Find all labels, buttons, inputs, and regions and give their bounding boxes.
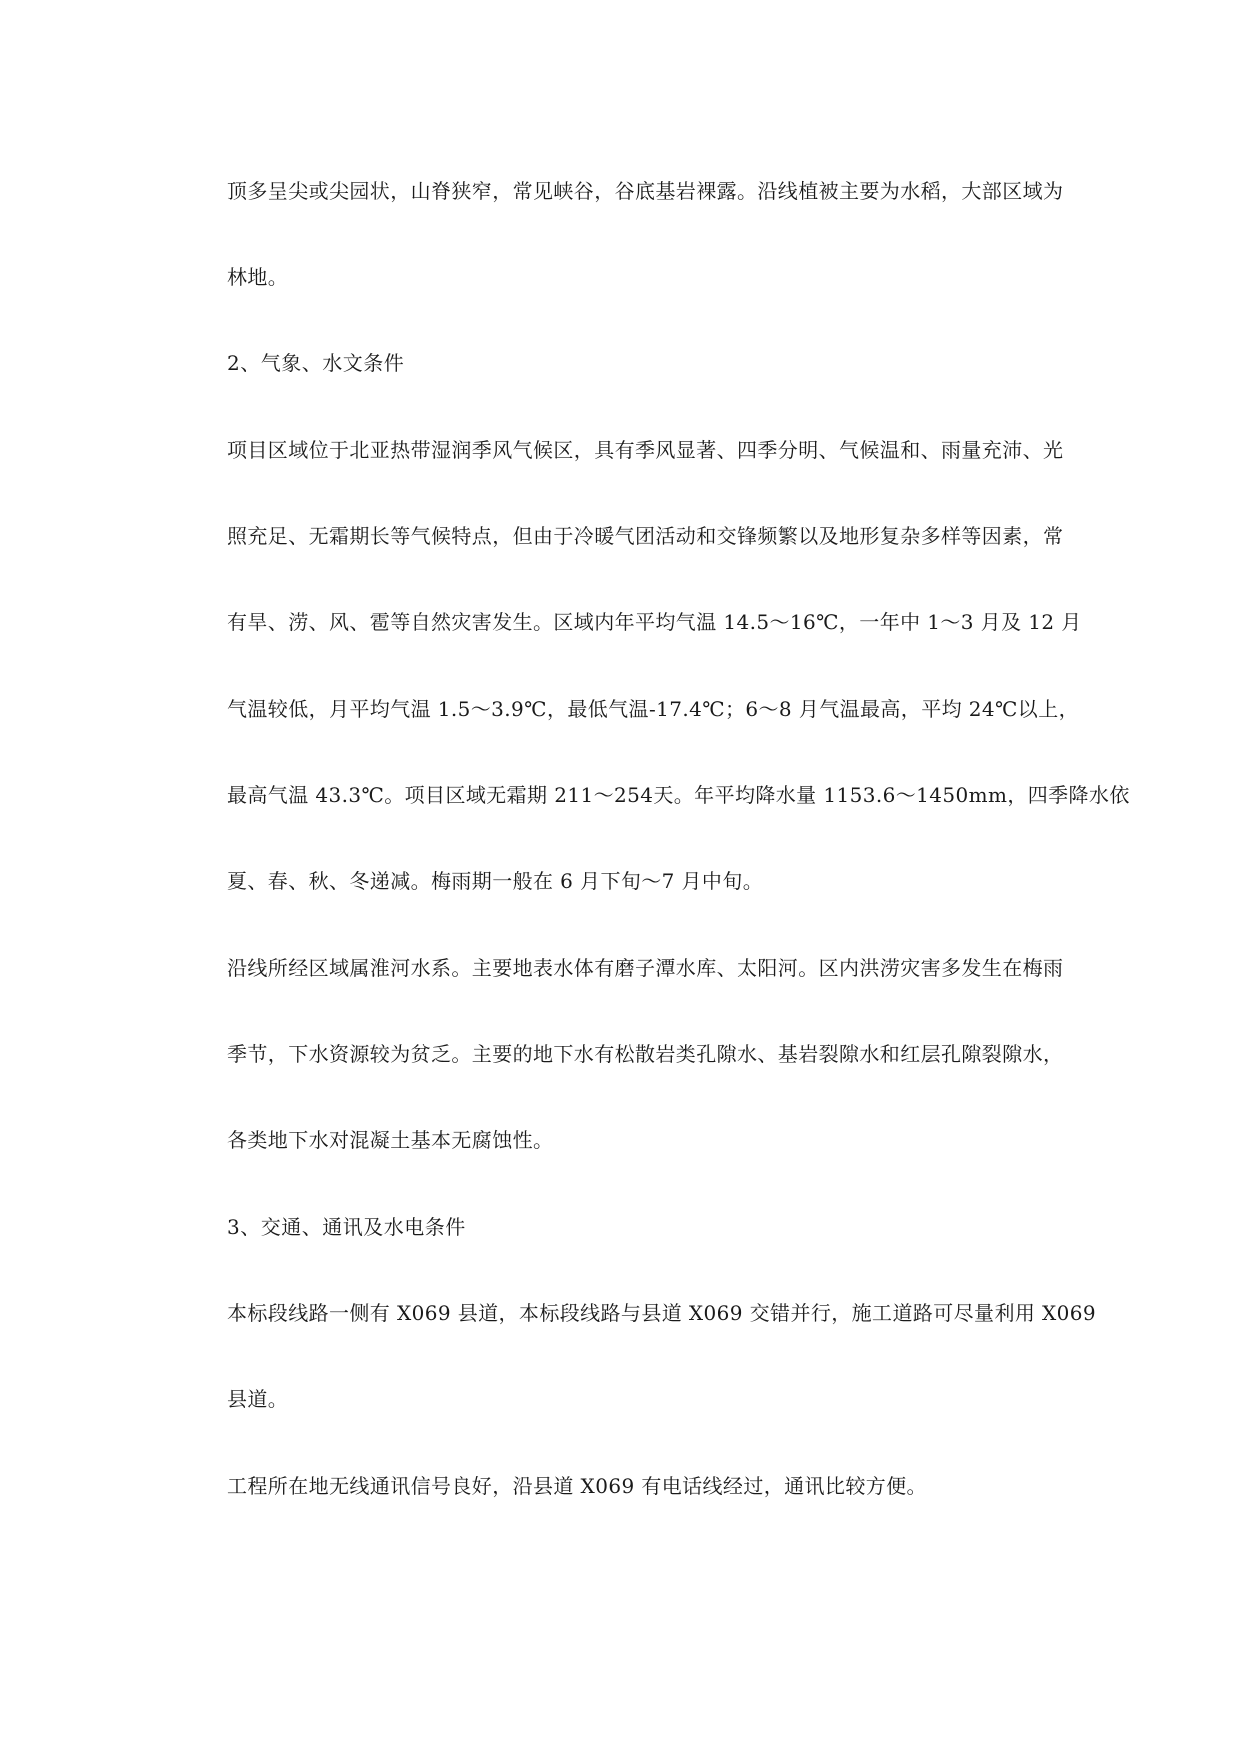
paragraph-line: 夏、春、秋、冬递减。梅雨期一般在 6 月下旬～7 月中旬。 bbox=[227, 869, 764, 893]
paragraph-line: 各类地下水对混凝土基本无腐蚀性。 bbox=[227, 1128, 554, 1152]
section-heading-transport-communication: 3、交通、通讯及水电条件 bbox=[227, 1215, 466, 1239]
paragraph-line: 林地。 bbox=[227, 265, 289, 289]
paragraph-line: 最高气温 43.3℃。项目区域无霜期 211～254天。年平均降水量 1153.6～1450mm，四季降水依 bbox=[227, 783, 1130, 807]
paragraph-line: 季节，下水资源较为贫乏。主要的地下水有松散岩类孔隙水、基岩裂隙水和红层孔隙裂隙水， bbox=[227, 1042, 1064, 1066]
paragraph-line: 顶多呈尖或尖园状，山脊狭窄，常见峡谷，谷底基岩裸露。沿线植被主要为水稻，大部区域为 bbox=[227, 179, 1064, 203]
paragraph-line: 项目区域位于北亚热带湿润季风气候区，具有季风显著、四季分明、气候温和、雨量充沛、光 bbox=[227, 438, 1064, 462]
paragraph-line: 工程所在地无线通讯信号良好，沿县道 X069 有电话线经过，通讯比较方便。 bbox=[227, 1474, 927, 1498]
section-heading-weather-hydrology: 2、气象、水文条件 bbox=[227, 351, 405, 375]
paragraph-line: 照充足、无霜期长等气候特点，但由于冷暖气团活动和交锋频繁以及地形复杂多样等因素，常 bbox=[227, 524, 1064, 548]
paragraph-line: 本标段线路一侧有 X069 县道，本标段线路与县道 X069 交错并行，施工道路可尽量利用 X069 bbox=[227, 1301, 1097, 1325]
paragraph-line: 气温较低，月平均气温 1.5～3.9℃，最低气温-17.4℃；6～8 月气温最高，平均 24℃以上， bbox=[227, 697, 1079, 721]
paragraph-line: 县道。 bbox=[227, 1387, 289, 1411]
paragraph-line: 有旱、涝、风、雹等自然灾害发生。区域内年平均气温 14.5～16℃，一年中 1～3 月及 12 月 bbox=[227, 610, 1082, 634]
paragraph-line: 沿线所经区域属淮河水系。主要地表水体有磨子潭水库、太阳河。区内洪涝灾害多发生在梅雨 bbox=[227, 956, 1064, 980]
